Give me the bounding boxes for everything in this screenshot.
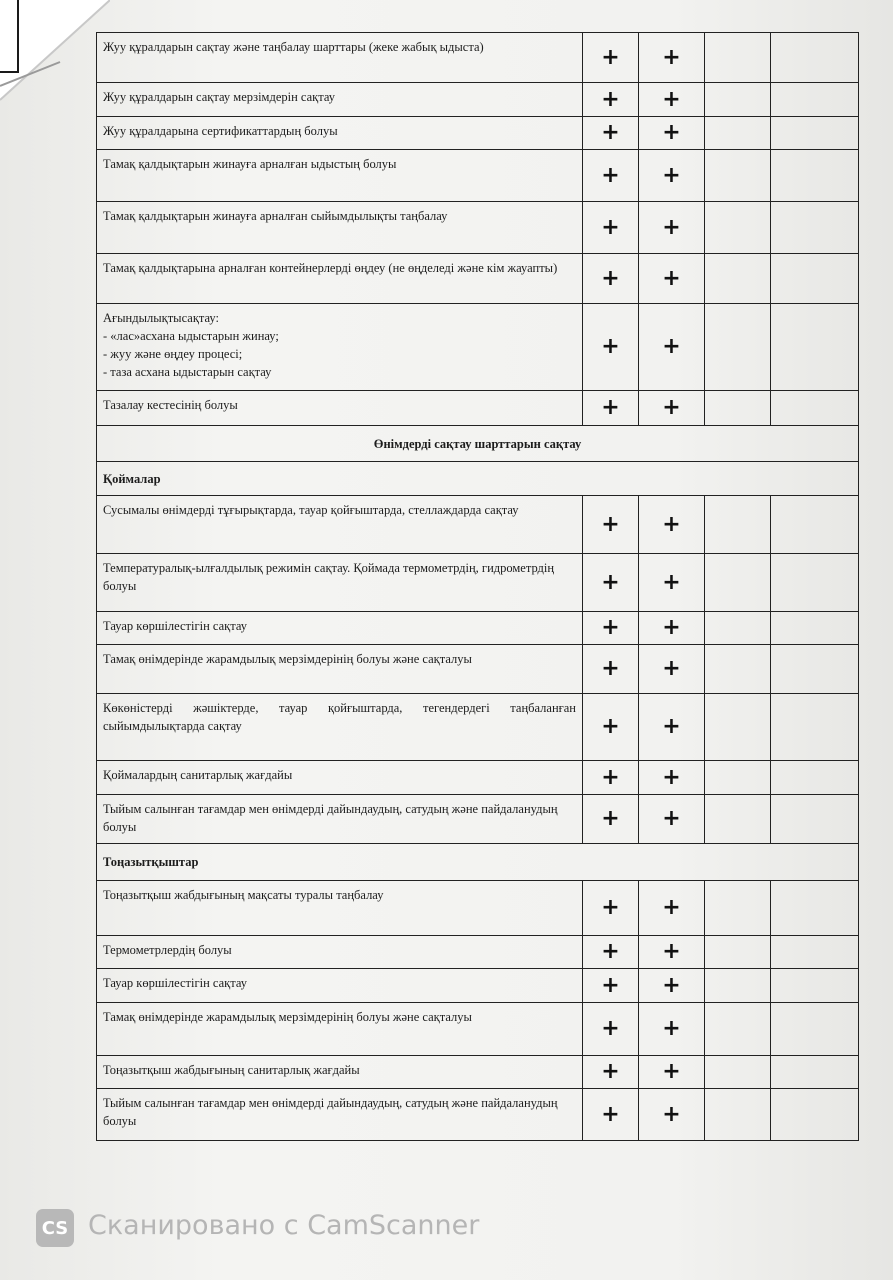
requirement-cell: Қоймалардың санитарлық жағдайы xyxy=(97,761,583,795)
empty-cell xyxy=(771,1089,859,1141)
check-mark-first: + xyxy=(583,1003,639,1056)
requirement-cell: Тамақ өнімдерінде жарамдылық мерзімдерінің болуы және сақталуы xyxy=(97,645,583,694)
check-mark-second: + xyxy=(639,645,705,694)
requirement-cell: Тамақ қалдықтарын жинауға арналған сыйымдылықты таңбалау xyxy=(97,202,583,254)
table-row xyxy=(97,761,859,795)
empty-cell xyxy=(771,304,859,391)
check-mark-first: + xyxy=(583,1056,639,1089)
checklist-table xyxy=(96,32,859,1141)
check-mark-second: + xyxy=(639,304,705,391)
empty-cell xyxy=(705,881,771,936)
check-mark-first: + xyxy=(583,881,639,936)
check-mark-second: + xyxy=(639,795,705,844)
empty-cell xyxy=(705,1089,771,1141)
check-mark-first: + xyxy=(583,117,639,150)
requirement-cell: Жуу құралдарын сақтау мерзімдерін сақтау xyxy=(97,83,583,117)
subsection-heading: Қоймалар xyxy=(97,462,859,496)
table-row xyxy=(97,1056,859,1089)
requirement-cell: Жуу құралдарын сақтау және таңбалау шарттары (жеке жабық ыдыста) xyxy=(97,33,583,83)
table-row xyxy=(97,202,859,254)
check-mark-first: + xyxy=(583,33,639,83)
check-mark-second: + xyxy=(639,83,705,117)
table-row xyxy=(97,426,859,462)
table-row xyxy=(97,881,859,936)
empty-cell xyxy=(705,1003,771,1056)
check-mark-second: + xyxy=(639,881,705,936)
check-mark-second: + xyxy=(639,554,705,612)
check-mark-second: + xyxy=(639,761,705,795)
empty-cell xyxy=(771,496,859,554)
empty-cell xyxy=(705,202,771,254)
empty-cell xyxy=(705,391,771,426)
check-mark-second: + xyxy=(639,496,705,554)
check-mark-second: + xyxy=(639,117,705,150)
empty-cell xyxy=(705,612,771,645)
table-row xyxy=(97,844,859,881)
empty-cell xyxy=(771,645,859,694)
table-row xyxy=(97,150,859,202)
check-mark-first: + xyxy=(583,645,639,694)
requirement-cell: Тамақ өнімдерінде жарамдылық мерзімдерінің болуы және сақталуы xyxy=(97,1003,583,1056)
requirement-cell: Термометрлердің болуы xyxy=(97,936,583,969)
empty-cell xyxy=(771,150,859,202)
check-mark-first: + xyxy=(583,150,639,202)
check-mark-second: + xyxy=(639,391,705,426)
table-row xyxy=(97,645,859,694)
check-mark-first: + xyxy=(583,304,639,391)
requirement-cell: Температуралық-ылғалдылық режимін сақтау. Қоймада термометрдің, гидрометрдің болуы xyxy=(97,554,583,612)
check-mark-second: + xyxy=(639,694,705,761)
empty-cell xyxy=(705,150,771,202)
requirement-cell: Тазалау кестесінің болуы xyxy=(97,391,583,426)
requirement-cell: Көкөністерді жәшіктерде, тауар қойғыштарда, тегендердегі таңбаланған сыйымдылықтарда сақтау xyxy=(97,694,583,761)
empty-cell xyxy=(771,117,859,150)
requirement-cell xyxy=(97,304,583,391)
table-row xyxy=(97,1089,859,1141)
check-mark-first: + xyxy=(583,83,639,117)
section-heading: Өнімдерді сақтау шарттарын сақтау xyxy=(97,426,859,462)
empty-cell xyxy=(705,554,771,612)
check-mark-first: + xyxy=(583,496,639,554)
checklist-body xyxy=(97,33,859,1141)
requirement-cell: Тыйым салынған тағамдар мен өнімдерді дайындаудың, сатудың және пайдаланудың болуы xyxy=(97,795,583,844)
check-mark-first: + xyxy=(583,694,639,761)
check-mark-first: + xyxy=(583,202,639,254)
check-mark-first: + xyxy=(583,391,639,426)
check-mark-first: + xyxy=(583,612,639,645)
empty-cell xyxy=(771,554,859,612)
check-mark-second: + xyxy=(639,969,705,1003)
requirement-cell: Тауар көршілестігін сақтау xyxy=(97,612,583,645)
empty-cell xyxy=(705,254,771,304)
empty-cell xyxy=(771,694,859,761)
empty-cell xyxy=(771,881,859,936)
check-mark-second: + xyxy=(639,612,705,645)
check-mark-second: + xyxy=(639,254,705,304)
check-mark-first: + xyxy=(583,254,639,304)
requirement-cell: Тыйым салынған тағамдар мен өнімдерді дайындаудың, сатудың және пайдаланудың болуы xyxy=(97,1089,583,1141)
table-row xyxy=(97,462,859,496)
check-mark-first: + xyxy=(583,969,639,1003)
empty-cell xyxy=(771,936,859,969)
table-row xyxy=(97,117,859,150)
empty-cell xyxy=(771,612,859,645)
table-row xyxy=(97,795,859,844)
check-mark-second: + xyxy=(639,936,705,969)
table-row xyxy=(97,33,859,83)
check-mark-second: + xyxy=(639,1003,705,1056)
check-mark-first: + xyxy=(583,936,639,969)
requirement-line: Ағындылықтысақтау: xyxy=(103,311,219,325)
requirement-cell: Тамақ қалдықтарына арналған контейнерлерді өңдеу (не өңделеді және кім жауапты) xyxy=(97,254,583,304)
check-mark-second: + xyxy=(639,1089,705,1141)
requirement-line: - «лас»асхана ыдыстарын жинау; xyxy=(103,329,279,343)
check-mark-second: + xyxy=(639,1056,705,1089)
empty-cell xyxy=(771,83,859,117)
empty-cell xyxy=(771,1003,859,1056)
requirement-cell: Сусымалы өнімдерді тұғырықтарда, тауар қойғыштарда, стеллаждарда сақтау xyxy=(97,496,583,554)
table-row xyxy=(97,496,859,554)
empty-cell xyxy=(771,33,859,83)
empty-cell xyxy=(705,496,771,554)
empty-cell xyxy=(705,304,771,391)
table-row xyxy=(97,254,859,304)
empty-cell xyxy=(705,645,771,694)
table-row xyxy=(97,1003,859,1056)
requirement-cell: Тамақ қалдықтарын жинауға арналған ыдыстың болуы xyxy=(97,150,583,202)
empty-cell xyxy=(705,969,771,1003)
check-mark-second: + xyxy=(639,202,705,254)
table-row xyxy=(97,83,859,117)
table-row xyxy=(97,554,859,612)
scanner-watermark-text: Сканировано с CamScanner xyxy=(88,1210,480,1241)
empty-cell xyxy=(771,795,859,844)
empty-cell xyxy=(705,1056,771,1089)
table-row xyxy=(97,391,859,426)
subsection-heading: Тоңазытқыштар xyxy=(97,844,859,881)
empty-cell xyxy=(771,202,859,254)
requirement-line: - жуу және өңдеу процесі; xyxy=(103,347,243,361)
empty-cell xyxy=(771,254,859,304)
empty-cell xyxy=(705,795,771,844)
empty-cell xyxy=(771,969,859,1003)
empty-cell xyxy=(705,117,771,150)
requirement-cell: Тоңазытқыш жабдығының мақсаты туралы таңбалау xyxy=(97,881,583,936)
requirement-cell: Тоңазытқыш жабдығының санитарлық жағдайы xyxy=(97,1056,583,1089)
empty-cell xyxy=(705,83,771,117)
empty-cell xyxy=(705,694,771,761)
empty-cell xyxy=(771,761,859,795)
empty-cell xyxy=(705,761,771,795)
requirement-cell: Жуу құралдарына сертификаттардың болуы xyxy=(97,117,583,150)
empty-cell xyxy=(705,936,771,969)
table-row xyxy=(97,612,859,645)
camscanner-logo: CS xyxy=(36,1209,74,1247)
empty-cell xyxy=(771,391,859,426)
table-row xyxy=(97,304,859,391)
check-mark-second: + xyxy=(639,33,705,83)
check-mark-first: + xyxy=(583,761,639,795)
folded-corner xyxy=(0,0,110,110)
table-row xyxy=(97,694,859,761)
check-mark-first: + xyxy=(583,1089,639,1141)
check-mark-first: + xyxy=(583,795,639,844)
table-row xyxy=(97,936,859,969)
requirement-cell: Тауар көршілестігін сақтау xyxy=(97,969,583,1003)
check-mark-second: + xyxy=(639,150,705,202)
empty-cell xyxy=(705,33,771,83)
check-mark-first: + xyxy=(583,554,639,612)
empty-cell xyxy=(771,1056,859,1089)
table-row xyxy=(97,969,859,1003)
requirement-line: - таза асхана ыдыстарын сақтау xyxy=(103,365,272,379)
